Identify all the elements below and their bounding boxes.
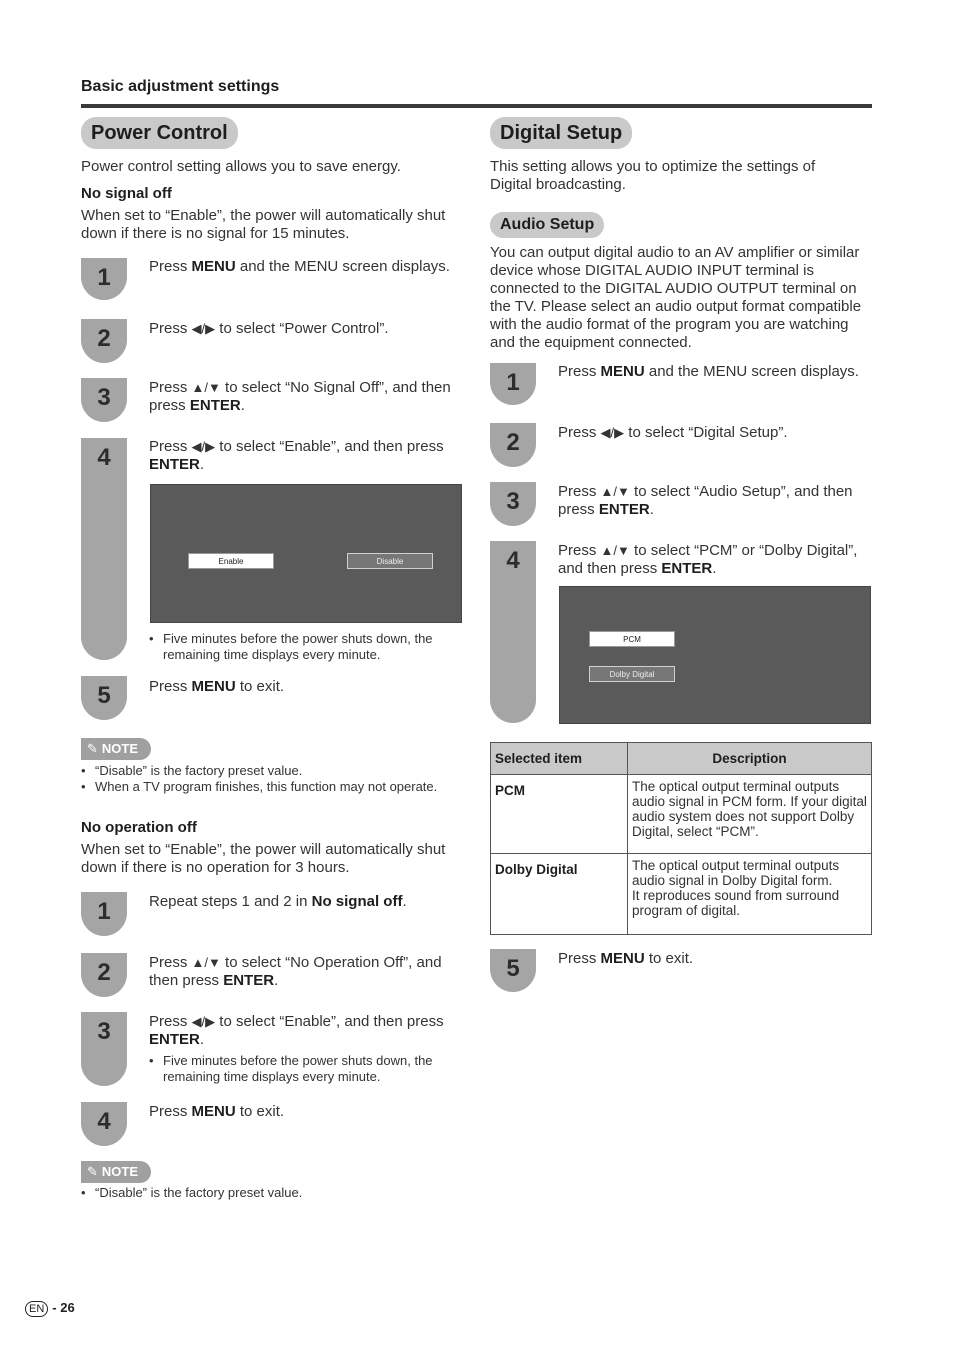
note-list	[81, 763, 471, 795]
no-operation-heading: No operation off	[81, 819, 197, 836]
table-cell-item: PCM	[491, 775, 628, 854]
step-number: 3	[81, 1012, 127, 1086]
step-bullet: • Five minutes before the power shuts down, the remaining time displays every minute.	[149, 1053, 433, 1084]
step-text: Press ▲/▼ to select “No Signal Off”, and then press ENTER.	[149, 379, 451, 414]
step-text: Press ◀/▶ to select “Enable”, and then press ENTER.	[149, 438, 444, 473]
step-text: Press ◀/▶ to select “Enable”, and then press ENTER.	[149, 1013, 444, 1048]
step-number: 4	[81, 438, 127, 660]
step-number: 5	[81, 676, 127, 720]
pencil-icon: ✎	[87, 741, 98, 756]
note-badge: ✎ NOTE	[81, 738, 151, 760]
step-number: 3	[490, 482, 536, 526]
digital-setup-title: Digital Setup	[490, 117, 632, 149]
note-list	[81, 1185, 471, 1201]
step-number: 3	[81, 378, 127, 422]
pencil-icon: ✎	[87, 1164, 98, 1179]
step-text: Press MENU to exit.	[149, 678, 285, 695]
digital-setup-intro: This setting allows you to optimize the settings of Digital broadcasting.	[490, 158, 816, 193]
step-number: 2	[490, 423, 536, 467]
note-item: • “Disable” is the factory preset value.	[81, 763, 303, 778]
note-badge: ✎ NOTE	[81, 1161, 151, 1183]
note-item: • When a TV program finishes, this function may not operate.	[81, 779, 438, 794]
pcm-option: PCM	[589, 631, 675, 647]
power-control-intro: Power control setting allows you to save energy.	[81, 158, 401, 175]
step-text: Press ◀/▶ to select “Digital Setup”.	[558, 424, 788, 441]
step-text: Press MENU and the MENU screen displays.	[558, 363, 859, 380]
step-text: Press ▲/▼ to select “PCM” or “Dolby Digital”, and then press ENTER.	[558, 542, 858, 577]
language-badge: EN	[25, 1301, 48, 1317]
no-signal-desc: When set to “Enable”, the power will automatically shut down if there is no signal for 15 minutes.	[81, 207, 446, 242]
column-header: Description	[628, 743, 872, 775]
step-number: 1	[81, 258, 127, 300]
step-text: Press MENU to exit.	[558, 950, 694, 967]
step-number: 1	[81, 892, 127, 936]
table-cell-desc: The optical output terminal outputs audio signal in Dolby Digital form. It reproduces sound from surround program of digital.	[628, 854, 872, 935]
page-number: - 26	[52, 1300, 75, 1315]
tv-screen-preview	[150, 484, 462, 623]
disable-option: Disable	[347, 553, 433, 569]
step-text: Press MENU to exit.	[149, 1103, 285, 1120]
header-rule	[81, 104, 872, 108]
step-bullet: • Five minutes before the power shuts down, the remaining time displays every minute.	[149, 631, 433, 662]
step-text: Press ▲/▼ to select “Audio Setup”, and then press ENTER.	[558, 483, 853, 518]
section-label: Basic adjustment settings	[81, 78, 280, 95]
step-number: 2	[81, 953, 127, 997]
step-number: 2	[81, 319, 127, 363]
step-text: Press MENU and the MENU screen displays.	[149, 258, 450, 275]
no-signal-heading: No signal off	[81, 185, 172, 202]
audio-setup-title: Audio Setup	[490, 212, 604, 238]
step-number: 1	[490, 363, 536, 405]
column-header: Selected item	[491, 743, 628, 775]
audio-format-table	[490, 742, 872, 935]
power-control-title: Power Control	[81, 117, 238, 149]
step-number: 4	[490, 541, 536, 723]
step-text: Press ▲/▼ to select “No Operation Off”, and then press ENTER.	[149, 954, 442, 989]
enable-option: Enable	[188, 553, 274, 569]
table-row	[491, 775, 872, 854]
dolby-digital-option: Dolby Digital	[589, 666, 675, 682]
table-row	[491, 854, 872, 935]
page-footer	[25, 1300, 75, 1317]
table-cell-desc: The optical output terminal outputs audio signal in PCM form. If your digital audio system does not support Dolby Digital, select “PCM”.	[628, 775, 872, 854]
no-operation-desc: When set to “Enable”, the power will automatically shut down if there is no operation for 3 hours.	[81, 841, 446, 876]
step-text: Press ◀/▶ to select “Power Control”.	[149, 320, 389, 337]
tv-screen-preview	[559, 586, 871, 724]
step-number: 4	[81, 1102, 127, 1146]
step-text: Repeat steps 1 and 2 in No signal off.	[149, 893, 407, 910]
table-cell-item: Dolby Digital	[491, 854, 628, 935]
step-number: 5	[490, 949, 536, 992]
table-header-row	[491, 743, 872, 775]
note-item: • “Disable” is the factory preset value.	[81, 1185, 303, 1200]
audio-setup-desc: You can output digital audio to an AV amplifier or similar device whose DIGITAL AUDIO INPUT terminal is connected to the DIGITAL AUDIO OUTPUT terminal on the TV. Please select an audio output format compatible with the audio format of the program you are watching and the equipment connected.	[490, 244, 862, 351]
